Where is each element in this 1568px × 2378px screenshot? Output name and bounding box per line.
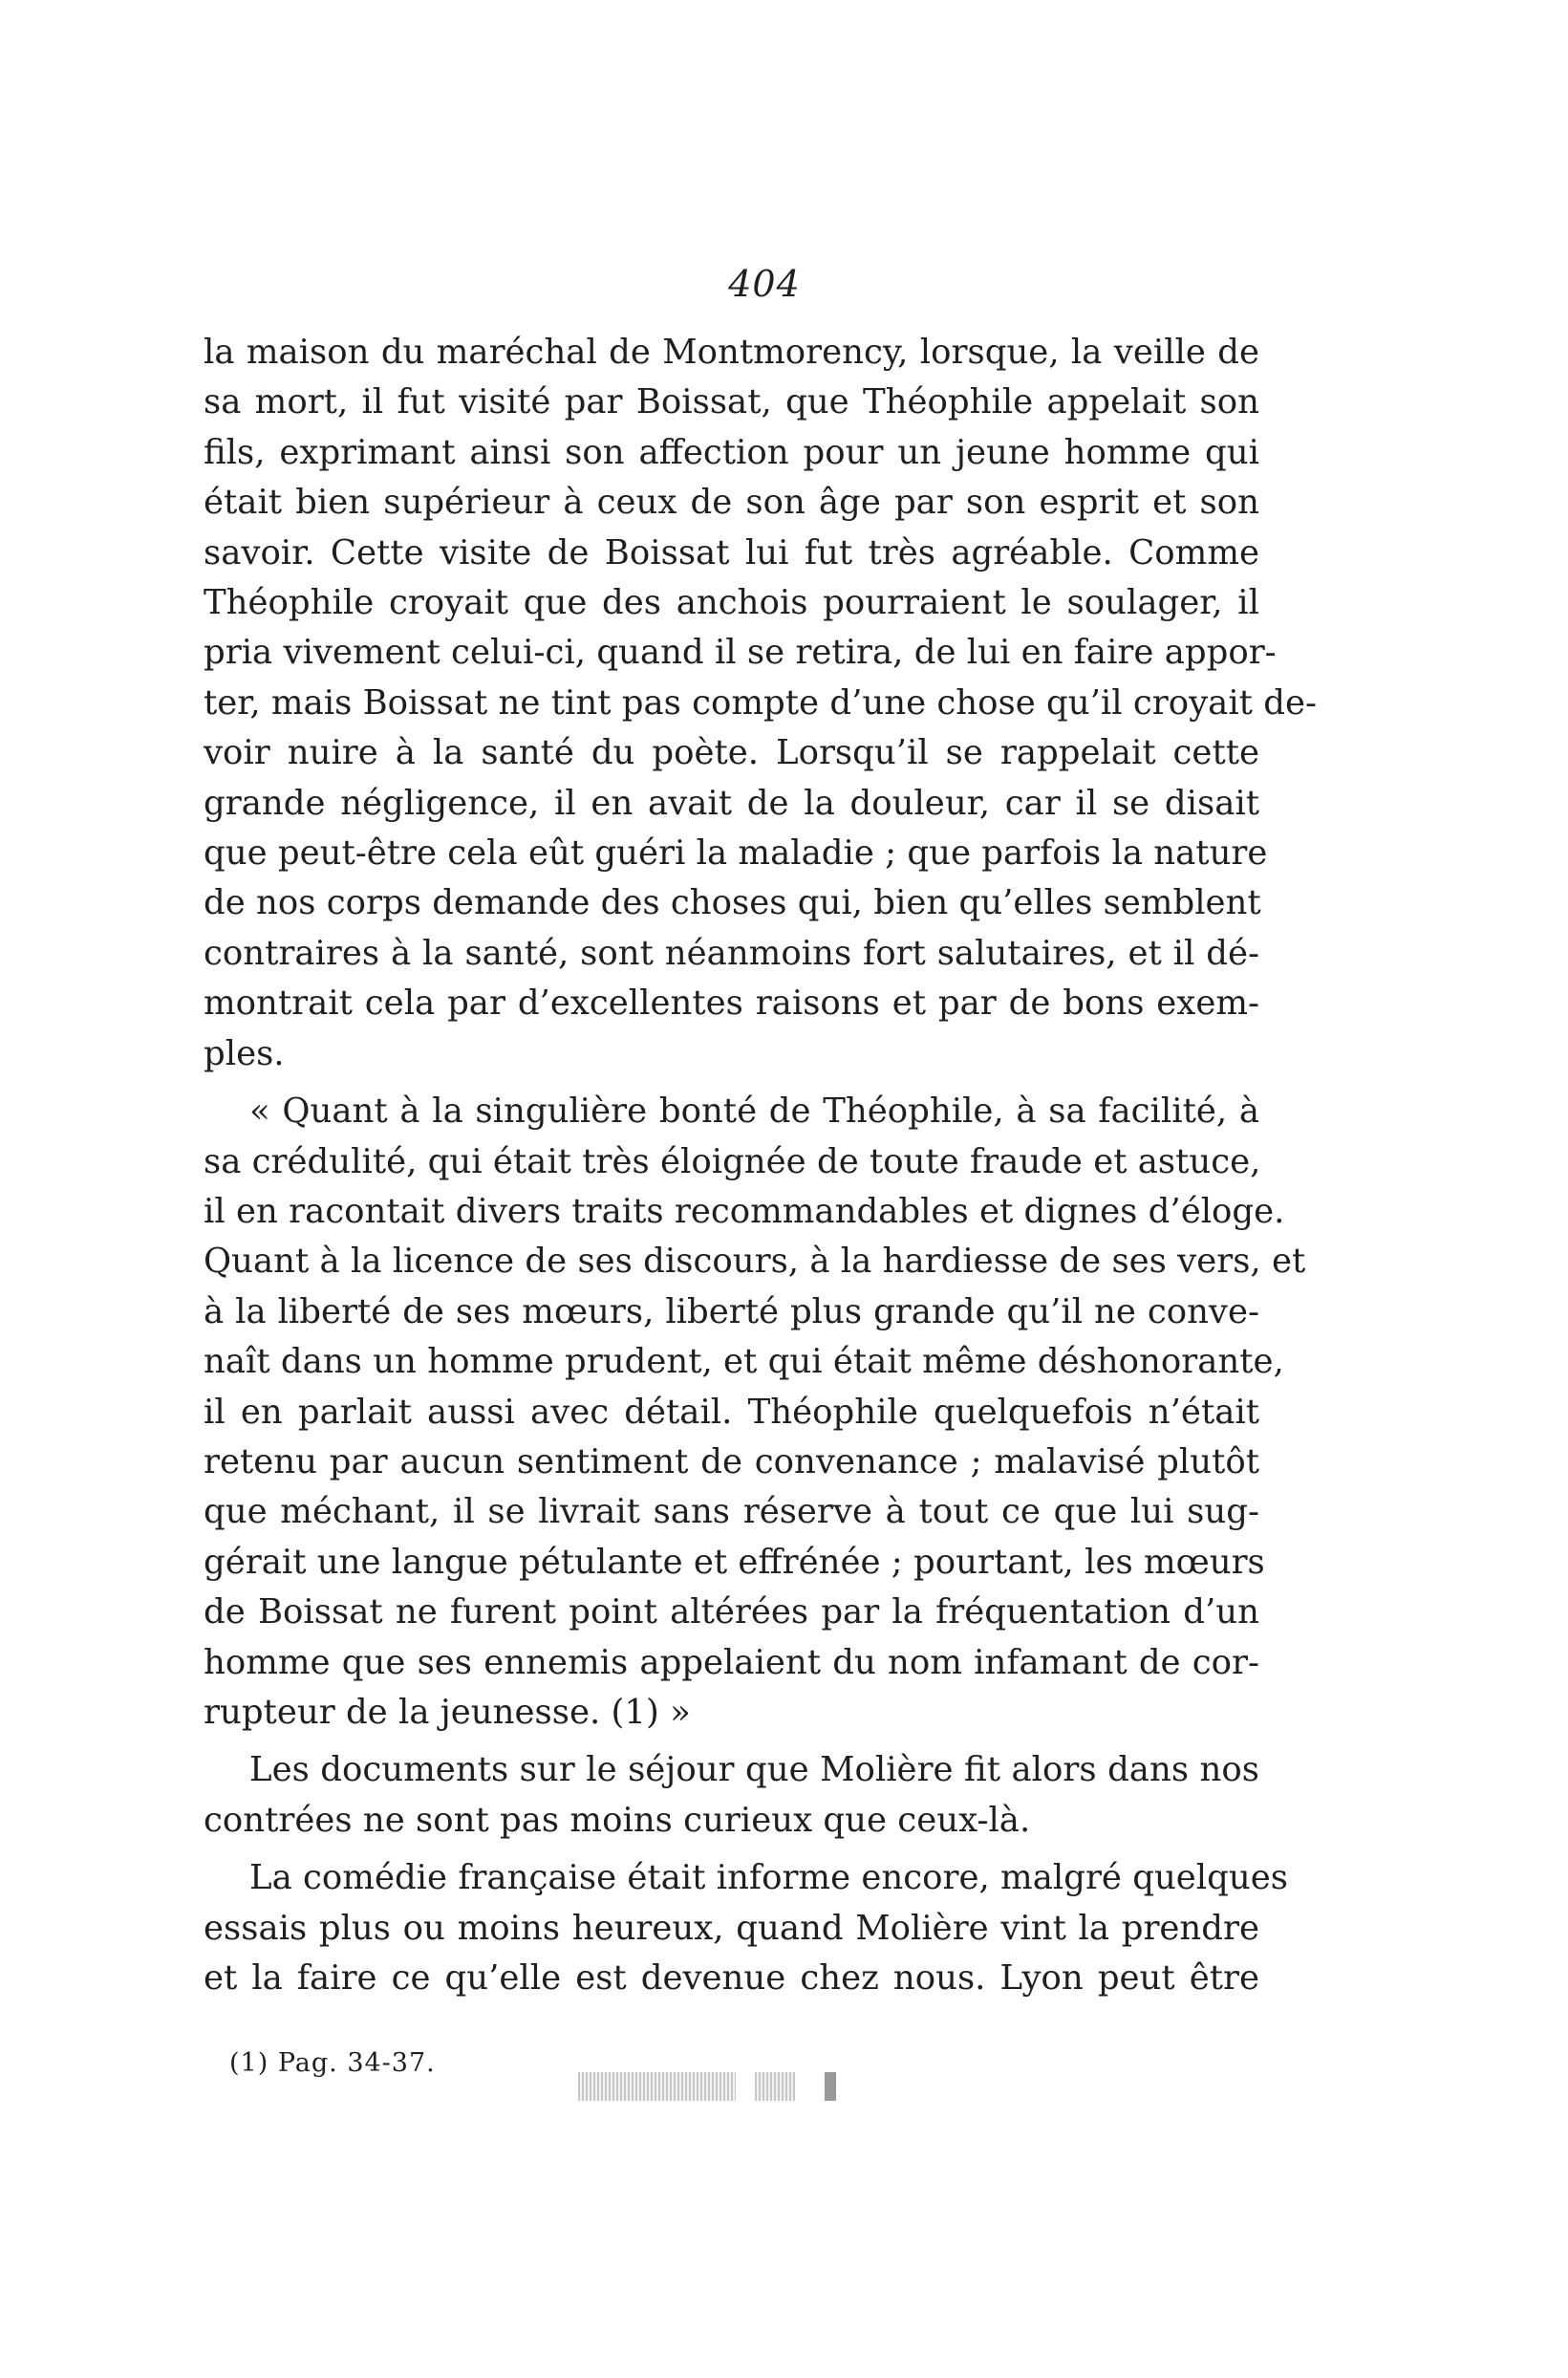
- text-line: de Boissat ne furent point altérées par la fréquentation d’un: [204, 1592, 1259, 1632]
- text-line: que peut-être cela eût guéri la maladie ; que parfois la nature: [204, 833, 1268, 874]
- text-line: ples.: [204, 1033, 285, 1073]
- text-line: homme que ses ennemis appelaient du nom infamant de cor-: [204, 1642, 1259, 1682]
- text-line: à la liberté de ses mœurs, liberté plus grande qu’il ne conve-: [204, 1291, 1259, 1331]
- text-line: grande négligence, il en avait de la douleur, car il se disait: [204, 783, 1259, 823]
- text-line: il en parlait aussi avec détail. Théophile quelquefois n’était: [204, 1392, 1259, 1432]
- stamp-mark: [825, 2072, 836, 2101]
- text-line: et la faire ce qu’elle est devenue chez nous. Lyon peut être: [204, 1958, 1259, 1998]
- text-line: voir nuire à la santé du poète. Lorsqu’il se rappelait cette: [204, 733, 1259, 773]
- text-line: sa mort, il fut visité par Boissat, que Théophile appelait son: [204, 382, 1259, 422]
- text-line: était bien supérieur à ceux de son âge par son esprit et son: [204, 483, 1259, 523]
- text-line: savoir. Cette visite de Boissat lui fut très agréable. Comme: [204, 532, 1259, 573]
- text-line: que méchant, il se livrait sans réserve à tout ce que lui sug-: [204, 1492, 1259, 1532]
- text-line: pria vivement celui-ci, quand il se retira, de lui en faire appor-: [204, 633, 1277, 673]
- text-line: la maison du maréchal de Montmorency, lorsque, la veille de: [204, 333, 1259, 372]
- text-line: « Quant à la singulière bonté de Théophile, à sa facilité, à: [249, 1092, 1259, 1132]
- text-line: de nos corps demande des choses qui, bien qu’elles semblent: [204, 883, 1261, 923]
- text-line: rupteur de la jeunesse. (1) »: [204, 1692, 691, 1732]
- text-line: fils, exprimant ainsi son affection pour un jeune homme qui: [204, 432, 1259, 472]
- stamp-mark: [755, 2072, 795, 2101]
- text-line: Les documents sur le séjour que Molière fit alors dans nos: [249, 1750, 1259, 1790]
- text-line: Quant à la licence de ses discours, à la hardiesse de ses vers, et: [204, 1242, 1306, 1282]
- text-line: contrées ne sont pas moins curieux que ceux-là.: [204, 1800, 1031, 1840]
- text-line: Théophile croyait que des anchois pourraient le soulager, il: [204, 583, 1259, 623]
- text-line: La comédie française était informe encore, malgré quelques: [249, 1858, 1288, 1898]
- text-line: montrait cela par d’excellentes raisons et par de bons exem-: [204, 984, 1259, 1024]
- text-line: sa crédulité, qui était très éloignée de toute fraude et astuce,: [204, 1141, 1261, 1181]
- stamp-mark: [578, 2072, 736, 2101]
- text-line: essais plus ou moins heureux, quand Molière vint la prendre: [204, 1908, 1259, 1948]
- body-text: [204, 328, 1317, 2003]
- text-line: retenu par aucun sentiment de convenance ; malavisé plutôt: [204, 1441, 1259, 1481]
- text-line: contraires à la santé, sont néanmoins fort salutaires, et il dé-: [204, 933, 1259, 973]
- text-line: ter, mais Boissat ne tint pas compte d’une chose qu’il croyait de-: [204, 682, 1317, 723]
- text-line: naît dans un homme prudent, et qui était même déshonorante,: [204, 1342, 1284, 1382]
- text-line: gérait une langue pétulante et effrénée ; pourtant, les mœurs: [204, 1542, 1265, 1582]
- footnote: (1) Pag. 34-37.: [229, 2048, 436, 2078]
- library-stamp: [578, 2065, 865, 2110]
- page-number: 404: [728, 263, 801, 305]
- text-line: il en racontait divers traits recommandables et dignes d’éloge.: [204, 1191, 1285, 1231]
